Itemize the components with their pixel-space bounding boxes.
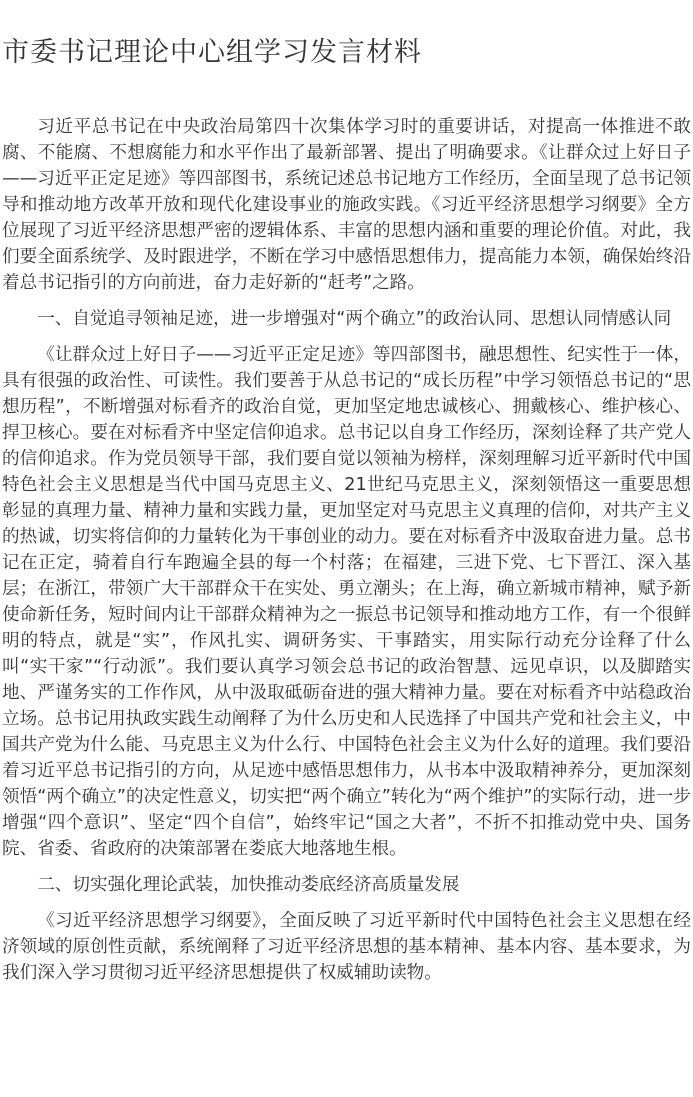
page-title: 市委书记理论中心组学习发言材料	[2, 37, 422, 68]
article-body	[2, 114, 691, 986]
intro-paragraph: 习近平总书记在中央政治局第四十次集体学习时的重要讲话，对提高一体推进不敢腐、不能腐、不想腐能力和水平作出了最新部署、提出了明确要求。《让群众过上好日子——习近平正定足迹》等四部图书，系统记述总书记地方工作经历，全面呈现了总书记领导和推动地方改革开放和现代化建设事业的施政实践。《习近平经济思想学习纲要》全方位展现了习近平经济思想严密的逻辑体系、丰富的思想内涵和重要的理论价值。对此，我们要全面系统学、及时跟进学，不断在学习中感悟思想伟力，提高能力本领，确保始终沿着总书记指引的方向前进，奋力走好新的“赶考”之路。	[2, 117, 691, 293]
section-heading-1: 一、自觉追寻领袖足迹，进一步增强对“两个确立”的政治认同、思想认同情感认同	[37, 309, 672, 329]
section-heading-2: 二、切实强化理论武装，加快推动娄底经济高质量发展	[37, 875, 460, 895]
section-2-paragraph: 《习近平经济思想学习纲要》，全面反映了习近平新时代中国特色社会主义思想在经济领域的原创性贡献，系统阐释了习近平经济思想的基本精神、基本内容、基本要求，为我们深入学习贯彻习近平经济思想提供了权威辅助读物。	[2, 911, 691, 983]
section-1-paragraph: 《让群众过上好日子——习近平正定足迹》等四部图书，融思想性、纪实性于一体，具有很强的政治性、可读性。我们要善于从总书记的“成长历程”中学习领悟总书记的“思想历程”，不断增强对标看齐的政治自觉，更加坚定地忠诚核心、拥戴核心、维护核心、捍卫核心。要在对标看齐中坚定信仰追求。总书记以自身工作经历，深刻诠释了共产党人的信仰追求。作为党员领导干部，我们要自觉以领袖为榜样，深刻理解习近平新时代中国特色社会主义思想是当代中国马克思主义、21世纪马克思主义，深刻领悟这一重要思想彰显的真理力量、精神力量和实践力量，更加坚定对马克思主义真理的信仰，对共产主义的热诚，切实将信仰的力量转化为干事创业的动力。要在对标看齐中汲取奋进力量。总书记在正定，骑着自行车跑遍全县的每一个村落；在福建，三进下党、七下晋江、深入基层；在浙江，带领广大干部群众干在实处、勇立潮头；在上海，确立新城市精神，赋予新使命新任务，短时间内让干部群众精神为之一振总书记领导和推动地方工作，有一个很鲜明的特点，就是“实”，作风扎实、调研务实、干事踏实，用实际行动充分诠释了什么叫“实干家”“行动派”。我们要认真学习领会总书记的政治智慧、远见卓识，以及脚踏实地、严谨务实的工作作风，从中汲取砥砺奋进的强大精神力量。要在对标看齐中站稳政治立场。总书记用执政实践生动阐释了为什么历史和人民选择了中国共产党和社会主义，中国共产党为什么能、马克思主义为什么行、中国特色社会主义为什么好的道理。我们要沿着习近平总书记指引的方向，从足迹中感悟思想伟力，从书本中汲取精神养分，更加深刻领悟“两个确立”的决定性意义，切实把“两个确立”转化为“两个维护”的实际行动，进一步增强“四个意识”、坚定“四个自信”，始终牢记“国之大者”，不折不扣推动党中央、国务院、省委、省政府的决策部署在娄底大地落地生根。	[2, 345, 691, 859]
